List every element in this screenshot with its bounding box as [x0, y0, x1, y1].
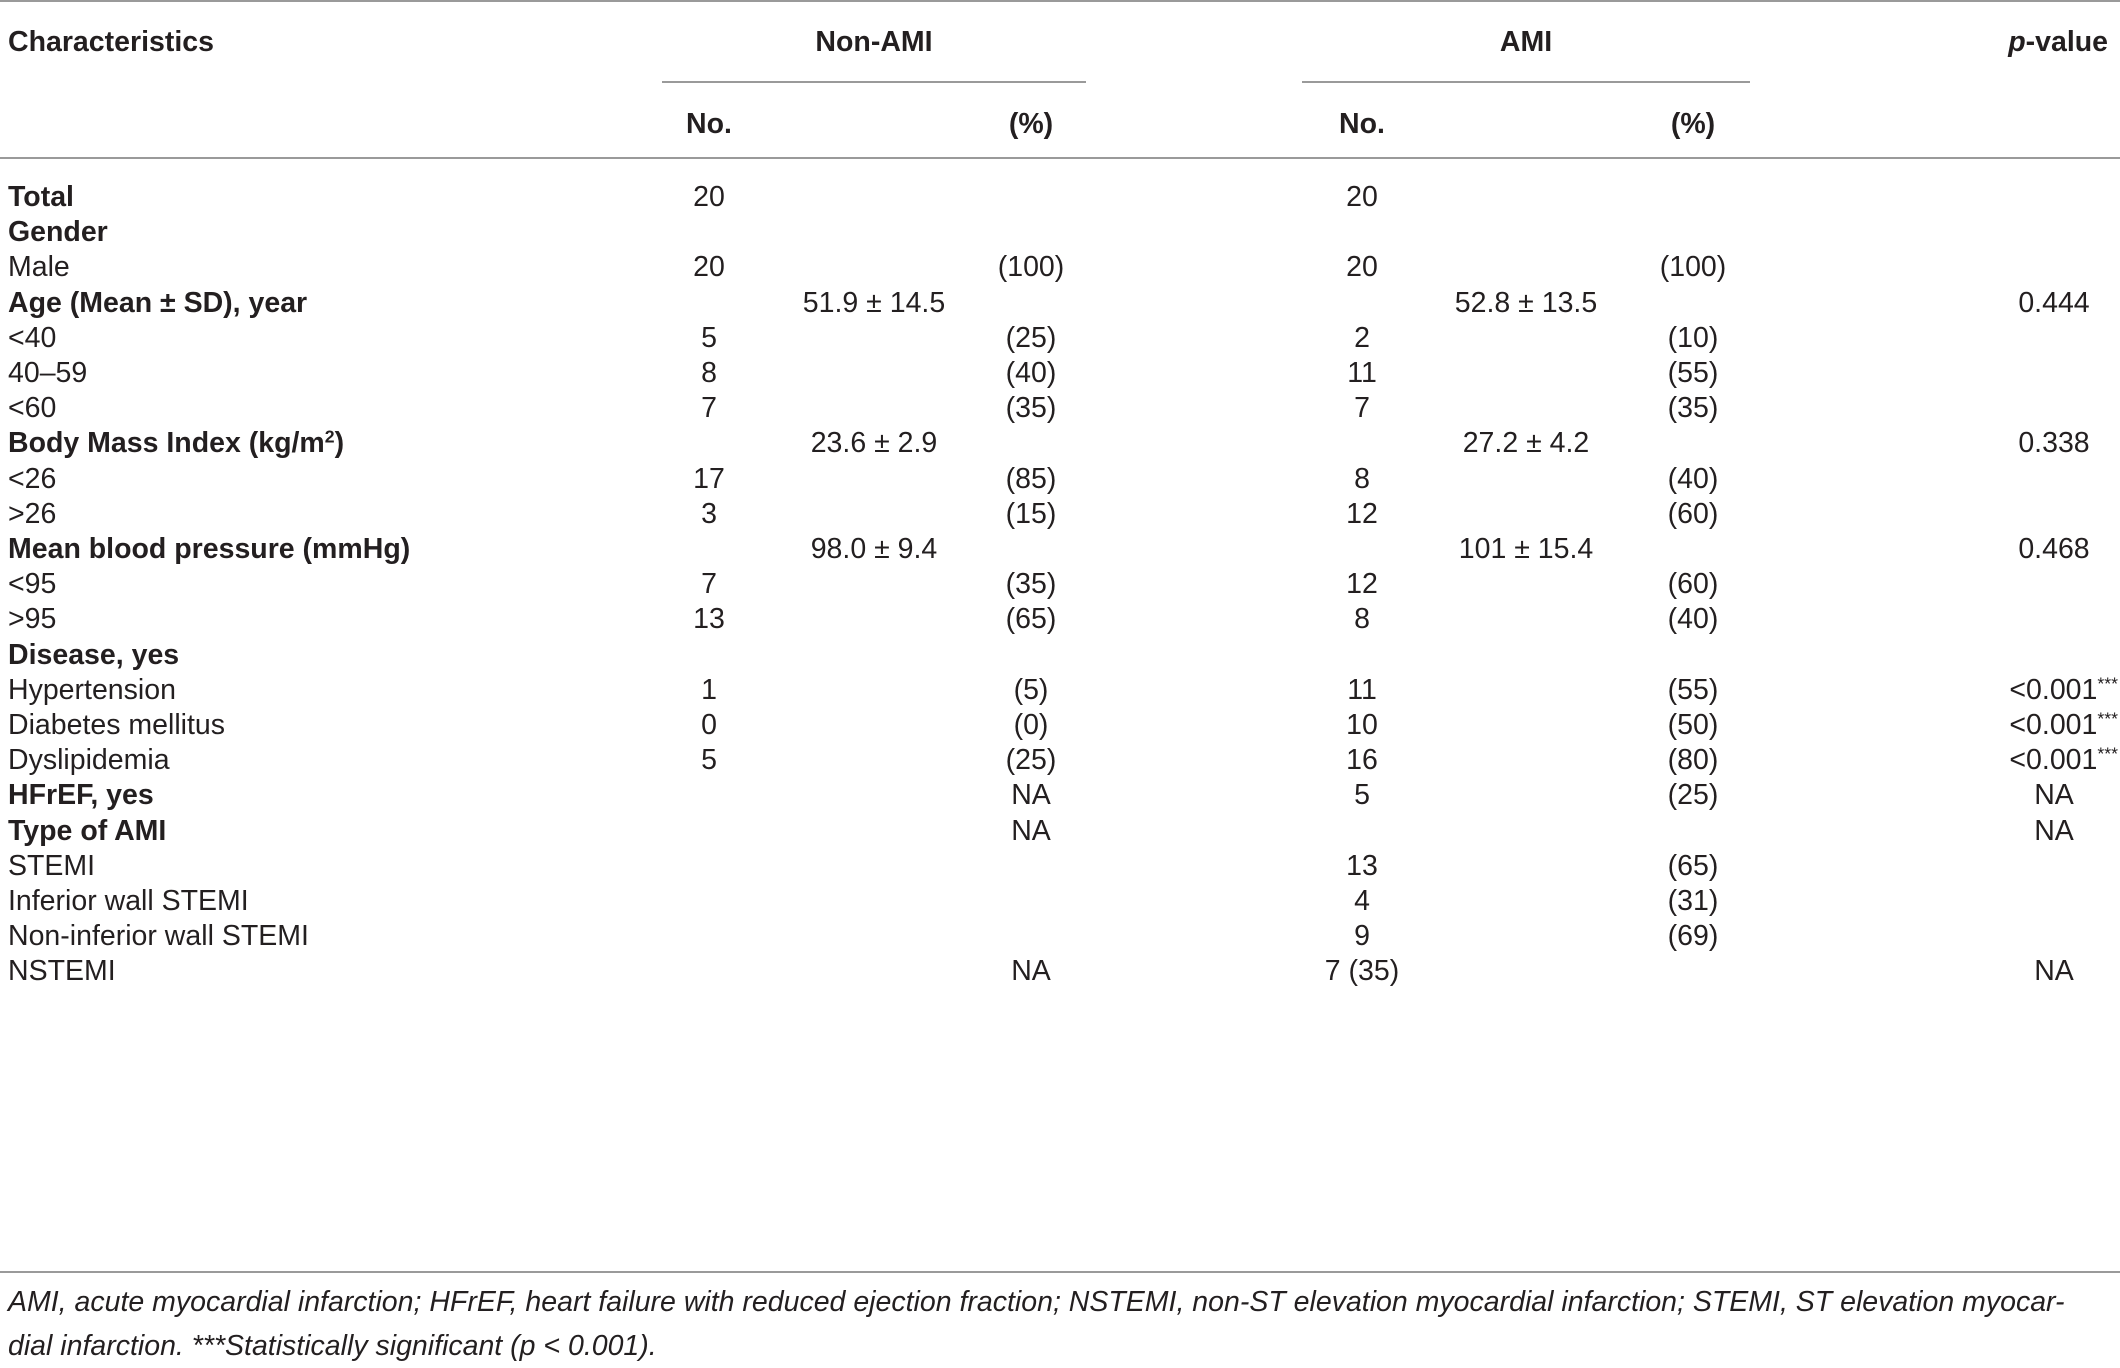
header-pct-non-ami: (%): [1008, 108, 1054, 140]
cell-p-value: <0.001***: [2009, 708, 2118, 741]
row-label: STEMI: [8, 850, 96, 882]
header-ami: AMI: [1499, 26, 1553, 58]
cell-p2: (69): [1667, 920, 1719, 952]
cell-mid1: 98.0 ± 9.4: [810, 533, 938, 565]
cell-n2: 8: [1354, 603, 1370, 635]
cell-n2: 9: [1354, 920, 1370, 952]
row-label: <95: [8, 568, 57, 600]
cell-p-value: NA: [2034, 955, 2074, 987]
cell-p2: (100): [1659, 251, 1727, 283]
header-pct-ami: (%): [1670, 108, 1716, 140]
header-no-non-ami: No.: [686, 108, 732, 140]
table-bottom-rule: [0, 1271, 2120, 1273]
row-label: Mean blood pressure (mmHg): [8, 533, 411, 565]
cell-n1: 20: [693, 181, 725, 213]
cell-p1: (15): [1005, 498, 1057, 530]
cell-p2: (40): [1667, 463, 1719, 495]
row-label: <40: [8, 322, 57, 354]
cell-n2: 7 (35): [1324, 955, 1400, 987]
cell-p2: (55): [1667, 357, 1719, 389]
cell-n1: 13: [693, 603, 725, 635]
cell-mid1: 23.6 ± 2.9: [810, 427, 938, 459]
row-label: Disease, yes: [8, 639, 180, 671]
row-label: Inferior wall STEMI: [8, 885, 249, 917]
header-no-ami: No.: [1339, 108, 1385, 140]
cell-p2: (31): [1667, 885, 1719, 917]
row-label: Hypertension: [8, 674, 176, 706]
header-bottom-rule: [0, 157, 2120, 159]
row-label: HFrEF, yes: [8, 779, 154, 811]
cell-p2: (55): [1667, 674, 1719, 706]
cell-p2: (60): [1667, 498, 1719, 530]
cell-p-value: 0.338: [2018, 427, 2090, 459]
cell-p1: (25): [1005, 322, 1057, 354]
non-ami-group-rule: [662, 81, 1086, 83]
cell-mid2: 52.8 ± 13.5: [1454, 287, 1598, 319]
table-footnote: [8, 1280, 2112, 1368]
row-label: Age (Mean ± SD), year: [8, 287, 308, 319]
cell-n1: 17: [693, 463, 725, 495]
cell-p1: NA: [1011, 815, 1051, 847]
row-label: Body Mass Index $(kg/m^2)$: [8, 426, 345, 459]
cell-n2: 11: [1347, 357, 1377, 389]
footnote-line-1: AMI, acute myocardial infarction; HFrEF, heart failure with reduced ejection fraction; NSTEMI, non-ST elevation myocardial infarction; STEMI, ST elevation myocar-: [8, 1286, 2065, 1318]
cell-n2: 12: [1346, 498, 1378, 530]
row-label: 40–59: [8, 357, 88, 389]
row-label: NSTEMI: [8, 955, 116, 987]
cell-p1: (40): [1005, 357, 1057, 389]
cell-p1: (85): [1005, 463, 1057, 495]
cell-p1: (100): [997, 251, 1065, 283]
cell-p1: (65): [1005, 603, 1057, 635]
cell-n1: 7: [701, 568, 717, 600]
header-non-ami: Non-AMI: [815, 26, 933, 58]
cell-p2: (35): [1667, 392, 1719, 424]
cell-p1: (5): [1013, 674, 1049, 706]
row-label: Dyslipidemia: [8, 744, 170, 776]
cell-p-value: <0.001***: [2009, 673, 2118, 706]
ami-group-rule: [1302, 81, 1750, 83]
cell-p1: NA: [1011, 779, 1051, 811]
cell-n1: 7: [701, 392, 717, 424]
row-label: >26: [8, 498, 57, 530]
cell-n2: 16: [1346, 744, 1378, 776]
row-label: >95: [8, 603, 57, 635]
p-value-rest: -value: [2025, 26, 2108, 58]
p-italic: p: [2008, 26, 2026, 58]
cell-n1: 8: [701, 357, 717, 389]
cell-mid1: 51.9 ± 14.5: [802, 287, 946, 319]
cell-n2: 13: [1346, 850, 1378, 882]
cell-p2: (65): [1667, 850, 1719, 882]
cell-p1: (35): [1005, 568, 1057, 600]
row-label: Non-inferior wall STEMI: [8, 920, 309, 952]
header-characteristics: Characteristics: [8, 26, 214, 58]
cell-p1: NA: [1011, 955, 1051, 987]
header-p-value: [2008, 28, 2108, 57]
cell-p2: (50): [1667, 709, 1719, 741]
cell-n2: 10: [1346, 709, 1378, 741]
cell-mid2: 101 ± 15.4: [1458, 533, 1594, 565]
cell-p2: (25): [1667, 779, 1719, 811]
cell-n2: 5: [1354, 779, 1370, 811]
cell-n2: 11: [1347, 674, 1377, 706]
cell-p-value: NA: [2034, 815, 2074, 847]
cell-p2: (10): [1667, 322, 1719, 354]
cell-n1: 20: [693, 251, 725, 283]
cell-n1: 1: [701, 674, 717, 706]
cell-p-value: 0.468: [2018, 533, 2090, 565]
row-label: Gender: [8, 216, 108, 248]
row-label: <26: [8, 463, 57, 495]
cell-n2: 20: [1346, 181, 1378, 213]
cell-p1: (25): [1005, 744, 1057, 776]
cell-p1: (35): [1005, 392, 1057, 424]
cell-p2: (80): [1667, 744, 1719, 776]
footnote-line-2: dial infarction. ***Statistically significant (p < 0.001).: [8, 1330, 657, 1362]
cell-n1: 3: [701, 498, 717, 530]
significance-marker: ***: [2097, 708, 2118, 729]
row-label: Total: [8, 181, 74, 213]
top-rule: [0, 0, 2120, 2]
cell-p-value: NA: [2034, 779, 2074, 811]
cell-p1: (0): [1013, 709, 1049, 741]
cell-p2: (40): [1667, 603, 1719, 635]
cell-n2: 20: [1346, 251, 1378, 283]
cell-n1: 0: [701, 709, 717, 741]
significance-marker: ***: [2097, 743, 2118, 764]
row-label: <60: [8, 392, 57, 424]
row-label: Male: [8, 251, 70, 283]
cell-n1: 5: [701, 322, 717, 354]
cell-n1: 5: [701, 744, 717, 776]
cell-n2: 7: [1354, 392, 1370, 424]
row-label: Diabetes mellitus: [8, 709, 226, 741]
cell-n2: 4: [1354, 885, 1370, 917]
cell-mid2: 27.2 ± 4.2: [1462, 427, 1590, 459]
cell-n2: 2: [1354, 322, 1370, 354]
cell-n2: 12: [1346, 568, 1378, 600]
cell-n2: 8: [1354, 463, 1370, 495]
cell-p-value: 0.444: [2018, 287, 2090, 319]
significance-marker: ***: [2097, 673, 2118, 694]
row-label: Type of AMI: [8, 815, 167, 847]
cell-p2: (60): [1667, 568, 1719, 600]
cell-p-value: <0.001***: [2009, 743, 2118, 776]
